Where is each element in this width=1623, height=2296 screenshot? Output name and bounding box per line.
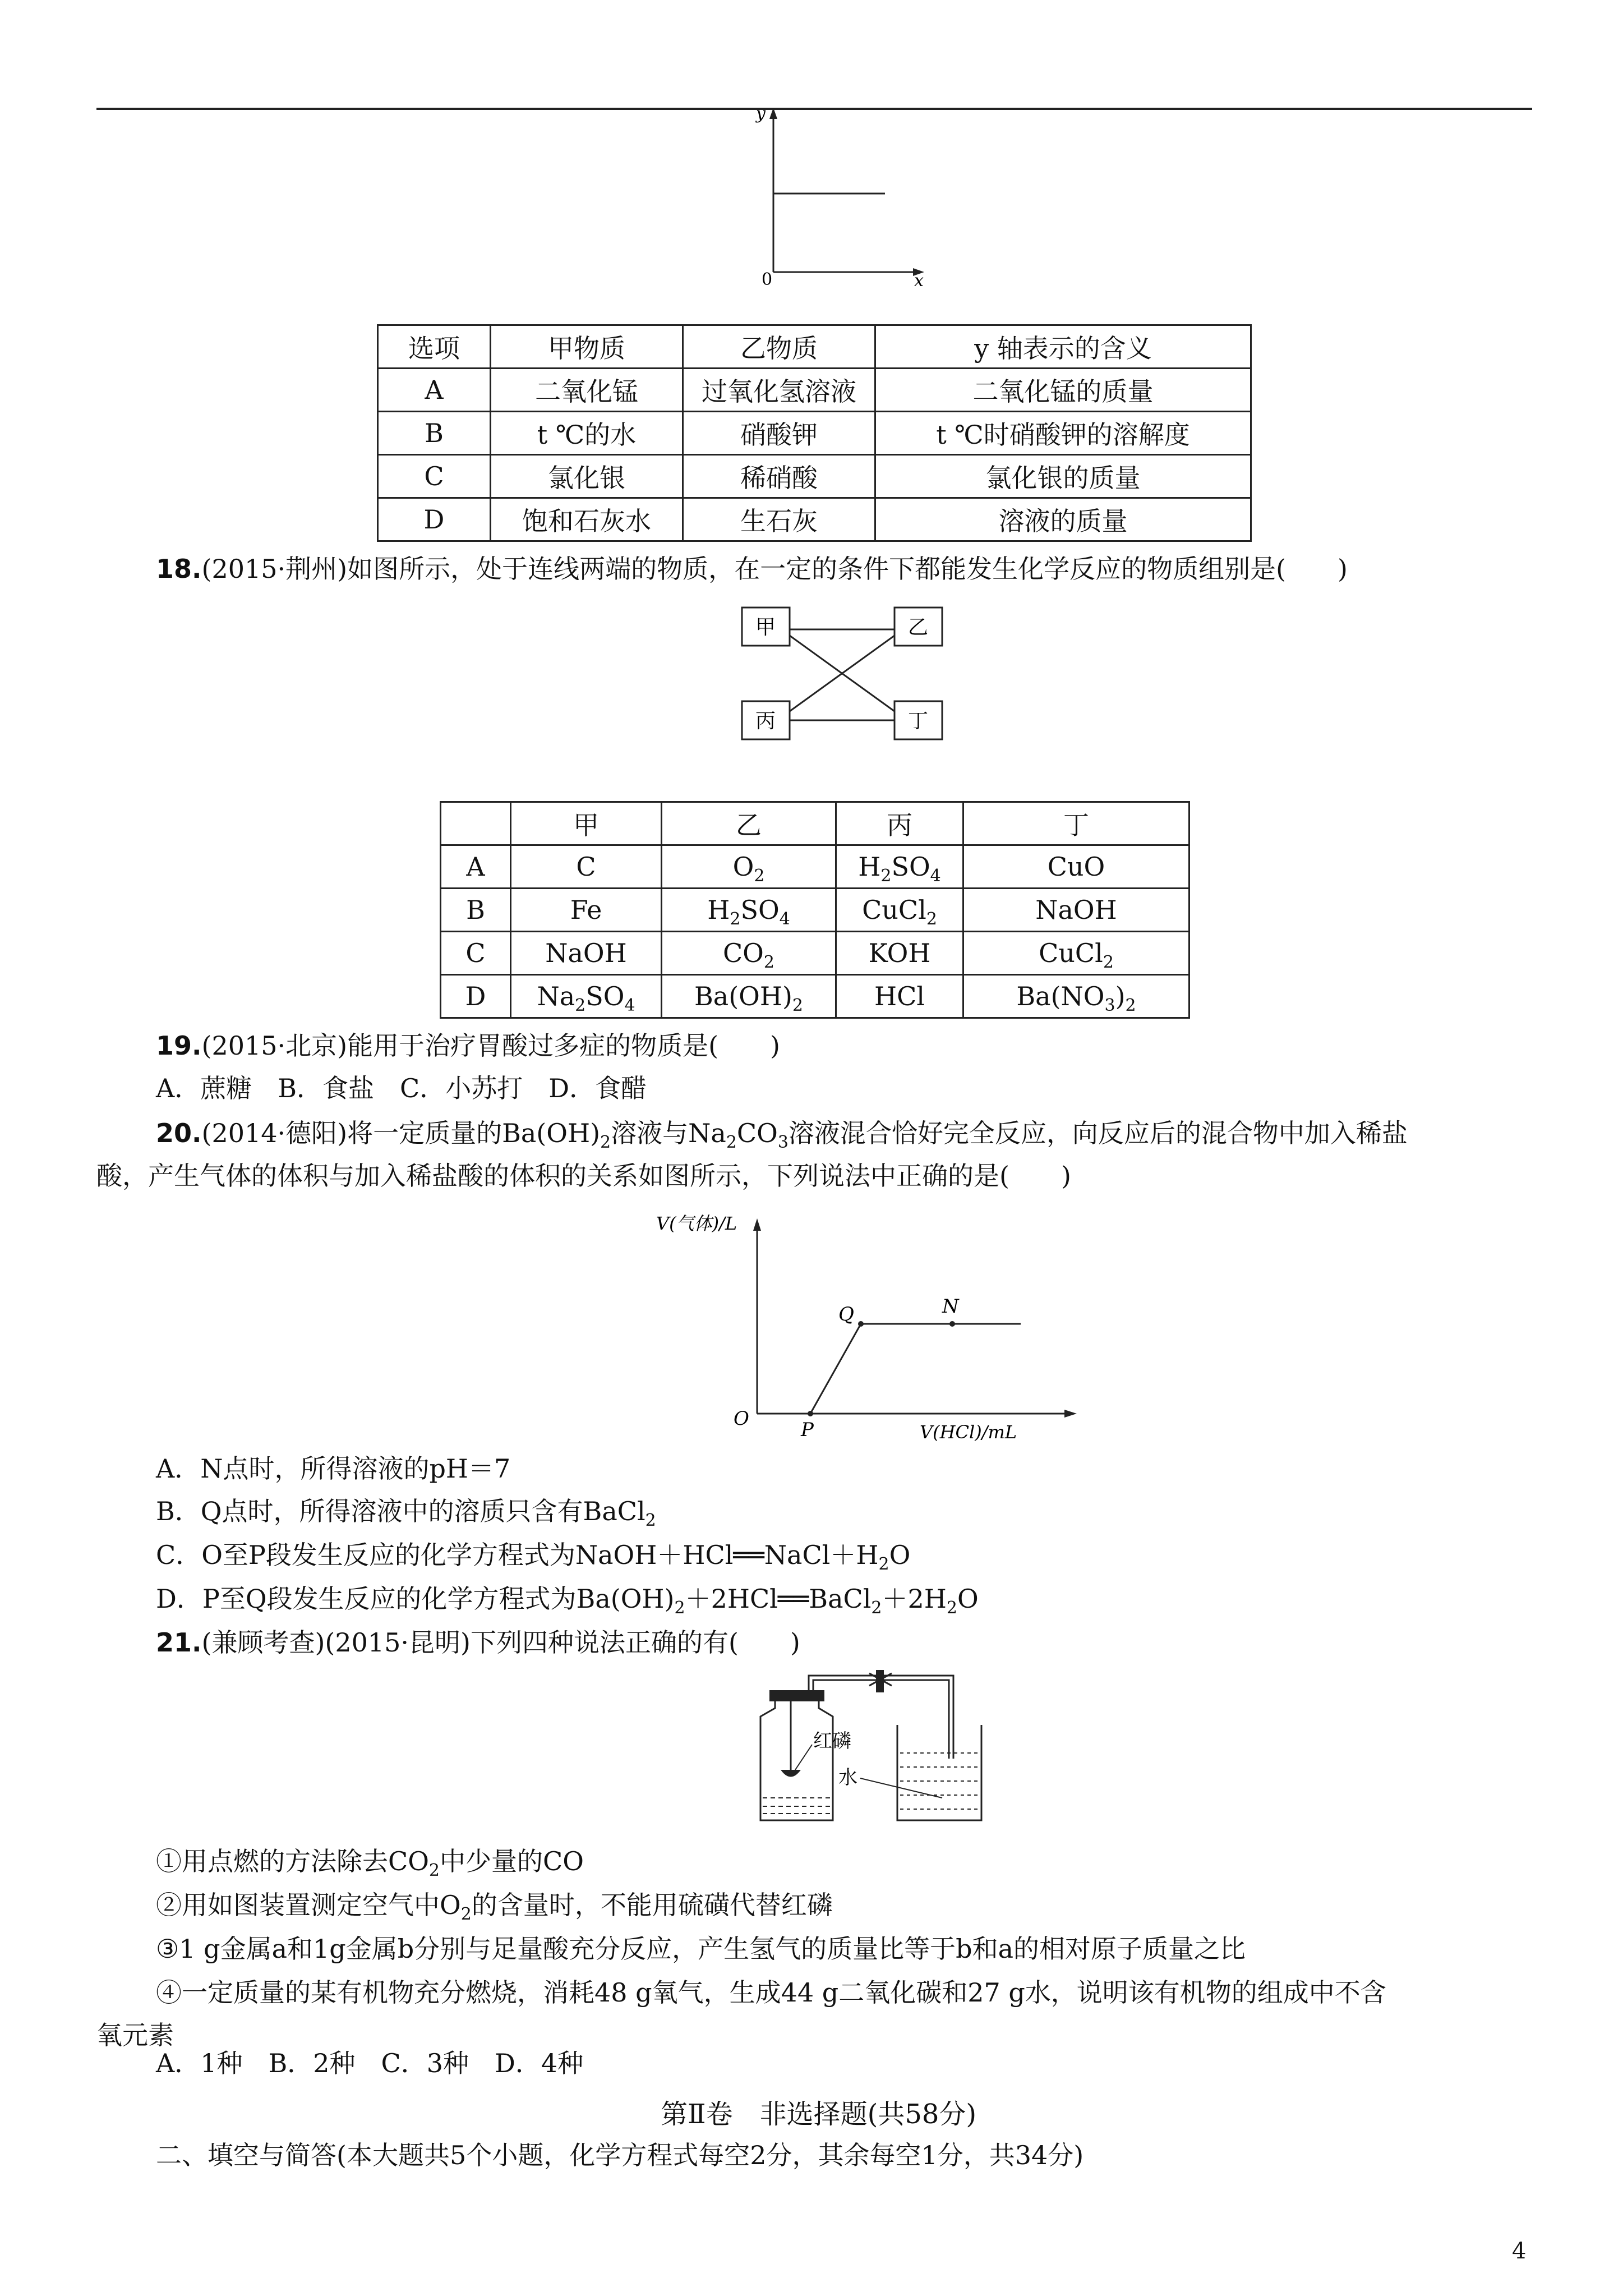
table-2-cell: Fe	[511, 889, 662, 932]
question-text: (兼顾考查)(2015·昆明)下列四种说法正确的有( )	[201, 1627, 800, 1658]
table-1-cell: D	[378, 498, 491, 541]
question-18	[156, 552, 1348, 586]
table-2-row	[441, 845, 1189, 889]
table-2-cell: CuCl$_2$	[963, 932, 1189, 975]
table-1-cell: t ℃的水	[491, 412, 683, 455]
fig3-data-line	[810, 1324, 1021, 1414]
question-20-line-2: 酸，产生气体的体积与加入稀盐酸的体积的关系如图所示，下列说法中正确的是( )	[96, 1161, 1071, 1191]
section-title: 第Ⅱ卷 非选择题(共58分)	[661, 2099, 977, 2130]
fig4-spoon	[781, 1770, 801, 1777]
table-2-cell: $CO_2$	[662, 932, 836, 975]
fig3-y-arrow	[753, 1218, 761, 1231]
table-1-cell: A	[378, 369, 491, 412]
fig3-y-label: V(气体)/L	[656, 1213, 737, 1234]
question-21	[156, 1626, 800, 1659]
table-2-cell: $O_2$	[662, 845, 836, 889]
table-2-cell: CuCl$_2$	[836, 889, 963, 932]
table-1-header-cell: 甲物质	[491, 325, 683, 369]
table-2-cell: B	[441, 889, 511, 932]
fig4-label-phosphorus: 红磷	[813, 1730, 851, 1752]
question-number: 18.	[156, 554, 202, 584]
table-1-cell: 生石灰	[683, 498, 875, 541]
fig3-x-label: V(HCl)/mL	[920, 1421, 1017, 1442]
question-21-options: A．1种 B．2种 C．3种 D．4种	[156, 2048, 584, 2078]
table-2-cell: $H_2SO_4$	[836, 845, 963, 889]
question-20-option-a: A．N点时，所得溶液的pH＝7	[156, 1453, 511, 1484]
fig4-flask	[760, 1697, 833, 1820]
table-1-header-cell: 选项	[378, 325, 491, 369]
table-2-cell: HCl	[836, 975, 963, 1018]
table-1-cell: t ℃时硝酸钾的溶解度	[875, 412, 1251, 455]
fig4-beaker	[897, 1725, 981, 1820]
table-1-row	[378, 369, 1251, 412]
fig2-label: 丙	[755, 710, 776, 733]
table-1-row	[378, 455, 1251, 498]
question-20-option-c: C．O至P段发生反应的化学方程式为$NaOH+HCl══NaCl+H_2O$	[156, 1540, 911, 1574]
table-2-header-cell: 乙	[662, 802, 836, 845]
table-2-cell: C	[511, 845, 662, 889]
fig1-y-arrow	[769, 108, 777, 119]
table-2-cell: KOH	[836, 932, 963, 975]
fig1-x-label: x	[914, 271, 924, 286]
question-number: 19.	[156, 1030, 202, 1061]
table-2-cell: D	[441, 975, 511, 1018]
table-2-header-cell	[441, 802, 511, 845]
question-20-option-d: D．P至Q段发生反应的化学方程式为$Ba(OH)_2+2HCl══BaCl_2+2H_2O$	[156, 1584, 979, 1618]
fig3-point-q	[858, 1321, 864, 1327]
question-19-options: A．蔗糖 B．食盐 C．小苏打 D．食醋	[156, 1073, 647, 1103]
table-1-cell: 氯化银	[491, 455, 683, 498]
table-1	[377, 324, 1252, 542]
fig3-label-p: P	[801, 1419, 814, 1441]
figure-2-links	[735, 600, 959, 752]
table-2-row	[441, 889, 1189, 932]
question-21-statement-4-cont: 氧元素	[96, 2020, 174, 2050]
table-2-cell: $H_2SO_4$	[662, 889, 836, 932]
table-2-cell: A	[441, 845, 511, 889]
table-1-cell: 氯化银的质量	[875, 455, 1251, 498]
question-21-statement-1: ①用点燃的方法除去$CO_2$中少量的CO	[156, 1846, 584, 1880]
table-2-cell: NaOH	[511, 932, 662, 975]
fig1-y-label: y	[756, 107, 766, 123]
table-2-header-cell: 甲	[511, 802, 662, 845]
question-number: 21.	[156, 1627, 202, 1658]
fig2-label: 乙	[907, 616, 929, 639]
table-1-cell: B	[378, 412, 491, 455]
figure-1-graph	[746, 107, 937, 286]
table-2-cell: $Ba(OH)_2$	[662, 975, 836, 1018]
table-2-row	[441, 975, 1189, 1018]
fig4-pointer	[795, 1745, 812, 1770]
part-2-heading: 二、填空与简答(本大题共5个小题，化学方程式每空2分，其余每空1分，共34分)	[156, 2140, 1084, 2170]
table-2	[440, 801, 1190, 1019]
question-number: 20.	[156, 1118, 202, 1148]
table-1-header-cell: 乙物质	[683, 325, 875, 369]
table-1-cell: 饱和石灰水	[491, 498, 683, 541]
table-1-cell: 二氧化锰的质量	[875, 369, 1251, 412]
fig2-label: 丁	[907, 710, 929, 733]
fig3-origin: O	[734, 1407, 749, 1430]
fig3-point-p	[808, 1411, 813, 1416]
question-21-statement-2: ②用如图装置测定空气中$O_2$的含量时，不能用硫磺代替红磷	[156, 1890, 833, 1924]
question-text: (2015·荆州)如图所示，处于连线两端的物质，在一定的条件下都能发生化学反应的物质组别是( )	[201, 554, 1348, 584]
table-1-cell: 溶液的质量	[875, 498, 1251, 541]
fig3-label-q: Q	[838, 1303, 854, 1326]
table-2-cell: C	[441, 932, 511, 975]
table-1-header-row	[378, 325, 1251, 369]
page-number: 4	[1512, 2238, 1527, 2264]
table-1-row	[378, 498, 1251, 541]
table-2-cell: NaOH	[963, 889, 1189, 932]
table-2-cell: $Ba(NO_3)_2$	[963, 975, 1189, 1018]
fig1-origin: 0	[762, 270, 773, 286]
table-1-cell: C	[378, 455, 491, 498]
table-1-cell: 二氧化锰	[491, 369, 683, 412]
figure-3-graph	[645, 1206, 1082, 1442]
table-2-cell: $Na_2SO_4$	[511, 975, 662, 1018]
fig3-label-n: N	[942, 1295, 959, 1318]
figure-4-apparatus	[729, 1669, 1088, 1837]
question-20: 20.(2014·德阳)将一定质量的$Ba(OH)_2$溶液与$Na_2CO_3$溶液混合恰好完全反应，向反应后的混合物中加入稀盐	[156, 1118, 1408, 1152]
table-1-cell: 稀硝酸	[683, 455, 875, 498]
fig3-x-arrow	[1064, 1410, 1077, 1418]
fig2-label: 甲	[755, 616, 776, 639]
fig4-label-water: 水	[838, 1766, 857, 1789]
table-2-header-cell: 丙	[836, 802, 963, 845]
fig3-point-n	[949, 1321, 955, 1327]
question-text: (2015·北京)能用于治疗胃酸过多症的物质是( )	[201, 1030, 780, 1061]
table-2-header-row	[441, 802, 1189, 845]
question-21-statement-3: ③1 g金属a和1g金属b分别与足量酸充分反应，产生氢气的质量比等于b和a的相对原子质量之比	[156, 1934, 1246, 1964]
table-1-cell: 过氧化氢溶液	[683, 369, 875, 412]
fig4-stopper	[769, 1690, 824, 1701]
table-1-cell: 硝酸钾	[683, 412, 875, 455]
table-2-header-cell: 丁	[963, 802, 1189, 845]
table-1-row	[378, 412, 1251, 455]
question-20-option-b: B．Q点时，所得溶液中的溶质只含有BaCl$_2$	[156, 1496, 656, 1530]
table-2-cell: CuO	[963, 845, 1189, 889]
table-2-row	[441, 932, 1189, 975]
table-1-header-cell: y 轴表示的含义	[875, 325, 1251, 369]
question-19	[156, 1029, 780, 1062]
question-21-statement-4: ④一定质量的某有机物充分燃烧，消耗48 g氧气，生成44 g二氧化碳和27 g水，说明该有机物的组成中不含	[156, 1977, 1386, 2008]
